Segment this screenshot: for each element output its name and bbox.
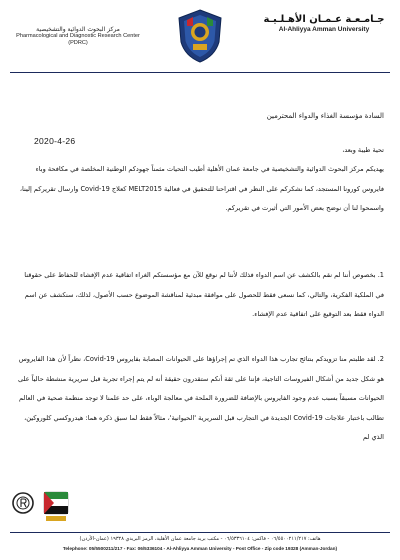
letter-paragraph-point-2: 2. لقد طلبتم منا تزويدكم بنتائج تجارب هذا الدواء الذي تم إجراؤها على الحيوانات المصابة بفايروس Covid-19، نظراً لأن هذا الفايروس هو شكل جديد من أشكال الفيروسات التاجية، فإننا على ثقة أنكم ستقدرون حقيقة أنه لم يتم إجراء تجربة قبل سريرية منشطة حالياً على الحيوانات مسبقاً بسبب عدم وجود الفايروس بالإضافة للضرورة الملحة في معالجة الوباء، على حد علمنا لا توجد منظمة صحية في العالم تطالب باختبار علاجات Covid-19 الجديدة في التجارب قبل السريرية 'الحيوانية'، مثالاً فقط لما سبق ذكره هما: هيدروكسي كلوروكين، الذي لم	[17, 355, 384, 441]
university-crest-icon	[175, 8, 225, 64]
header-divider	[10, 72, 390, 73]
university-name-block	[260, 14, 388, 33]
letter-date: 2020-4-26	[34, 136, 76, 146]
research-center-abbr: (PDRC)	[68, 40, 88, 46]
letter-addressee: السادة مؤسسة الغذاء والدواء المحترمين	[266, 112, 384, 120]
certification-logos	[10, 486, 74, 524]
footer-contact-ar: هاتف: ٠٦/٥٥٠٠٢١١/٢١٧ - فاكس: ٠٦/٥٣٣٦١٠٤ - مكتب بريد جامعة عمان الأهلية، الرمز البريدي ١٩٣٢٨ (عمان-الأردن)	[79, 536, 321, 542]
research-center-name-ar: مركز البحوث الدوائية والتشخيصية	[36, 26, 120, 33]
letter-paragraph-point-1: 1. بخصوص أننا لم نقم بالكشف عن اسم الدواء فذلك لأننا لم نوقع للآن مع مؤسستكم الغراء اتفاقية عدم الإفشاء للحفاظ على حقوقنا في الملكية الفكرية، والتالي، كما نسعى فقط للحصول على موافقة مبدئية لمناقشة الموضوع حسب الأصول، لذلك، سنكشف عن اسم الدواء فقط بعد التوقيع على اتفاقية عدم الإفشاء.	[24, 271, 384, 318]
letter-paragraph-intro: يهديكم مركز البحوث الدوائية والتشخيصية في جامعة عمان الأهلية أطيب التحيات مثمناً جهودكم الوطنية المخلصة في مكافحة وباء فايروس كورونا المستجد، كما نشكركم على النظر في اقتراحنا للتحقيق في فعالية MELT2015 كعلاج Covid-19 وارسال تقريركم إلينا، واسمحوا لنا أن نوضح بعض الأمور التي أثيرت في تقريركم.	[19, 165, 384, 212]
letter-greeting: تحية طيبة وبعد،	[342, 146, 384, 154]
footer-contact-en: Telephone: 05/5500211/217 - Fax: 06/5336104 - Al-Ahliyya Amman University - Post Office - Zip code 19328 (Amman-Jordan)	[62, 546, 338, 551]
university-name-ar: جـامـعـة عـمـان الأهـلـيـة	[263, 14, 385, 25]
accreditation-badge-icon	[44, 492, 68, 521]
footer-divider	[10, 532, 390, 533]
university-name-en: Al-Ahliyya Amman University	[278, 26, 370, 33]
registered-mark-icon	[13, 493, 33, 513]
research-center-name-en: Pharmacological and Diagnostic Research Center	[16, 33, 140, 39]
research-center-block	[8, 26, 148, 47]
